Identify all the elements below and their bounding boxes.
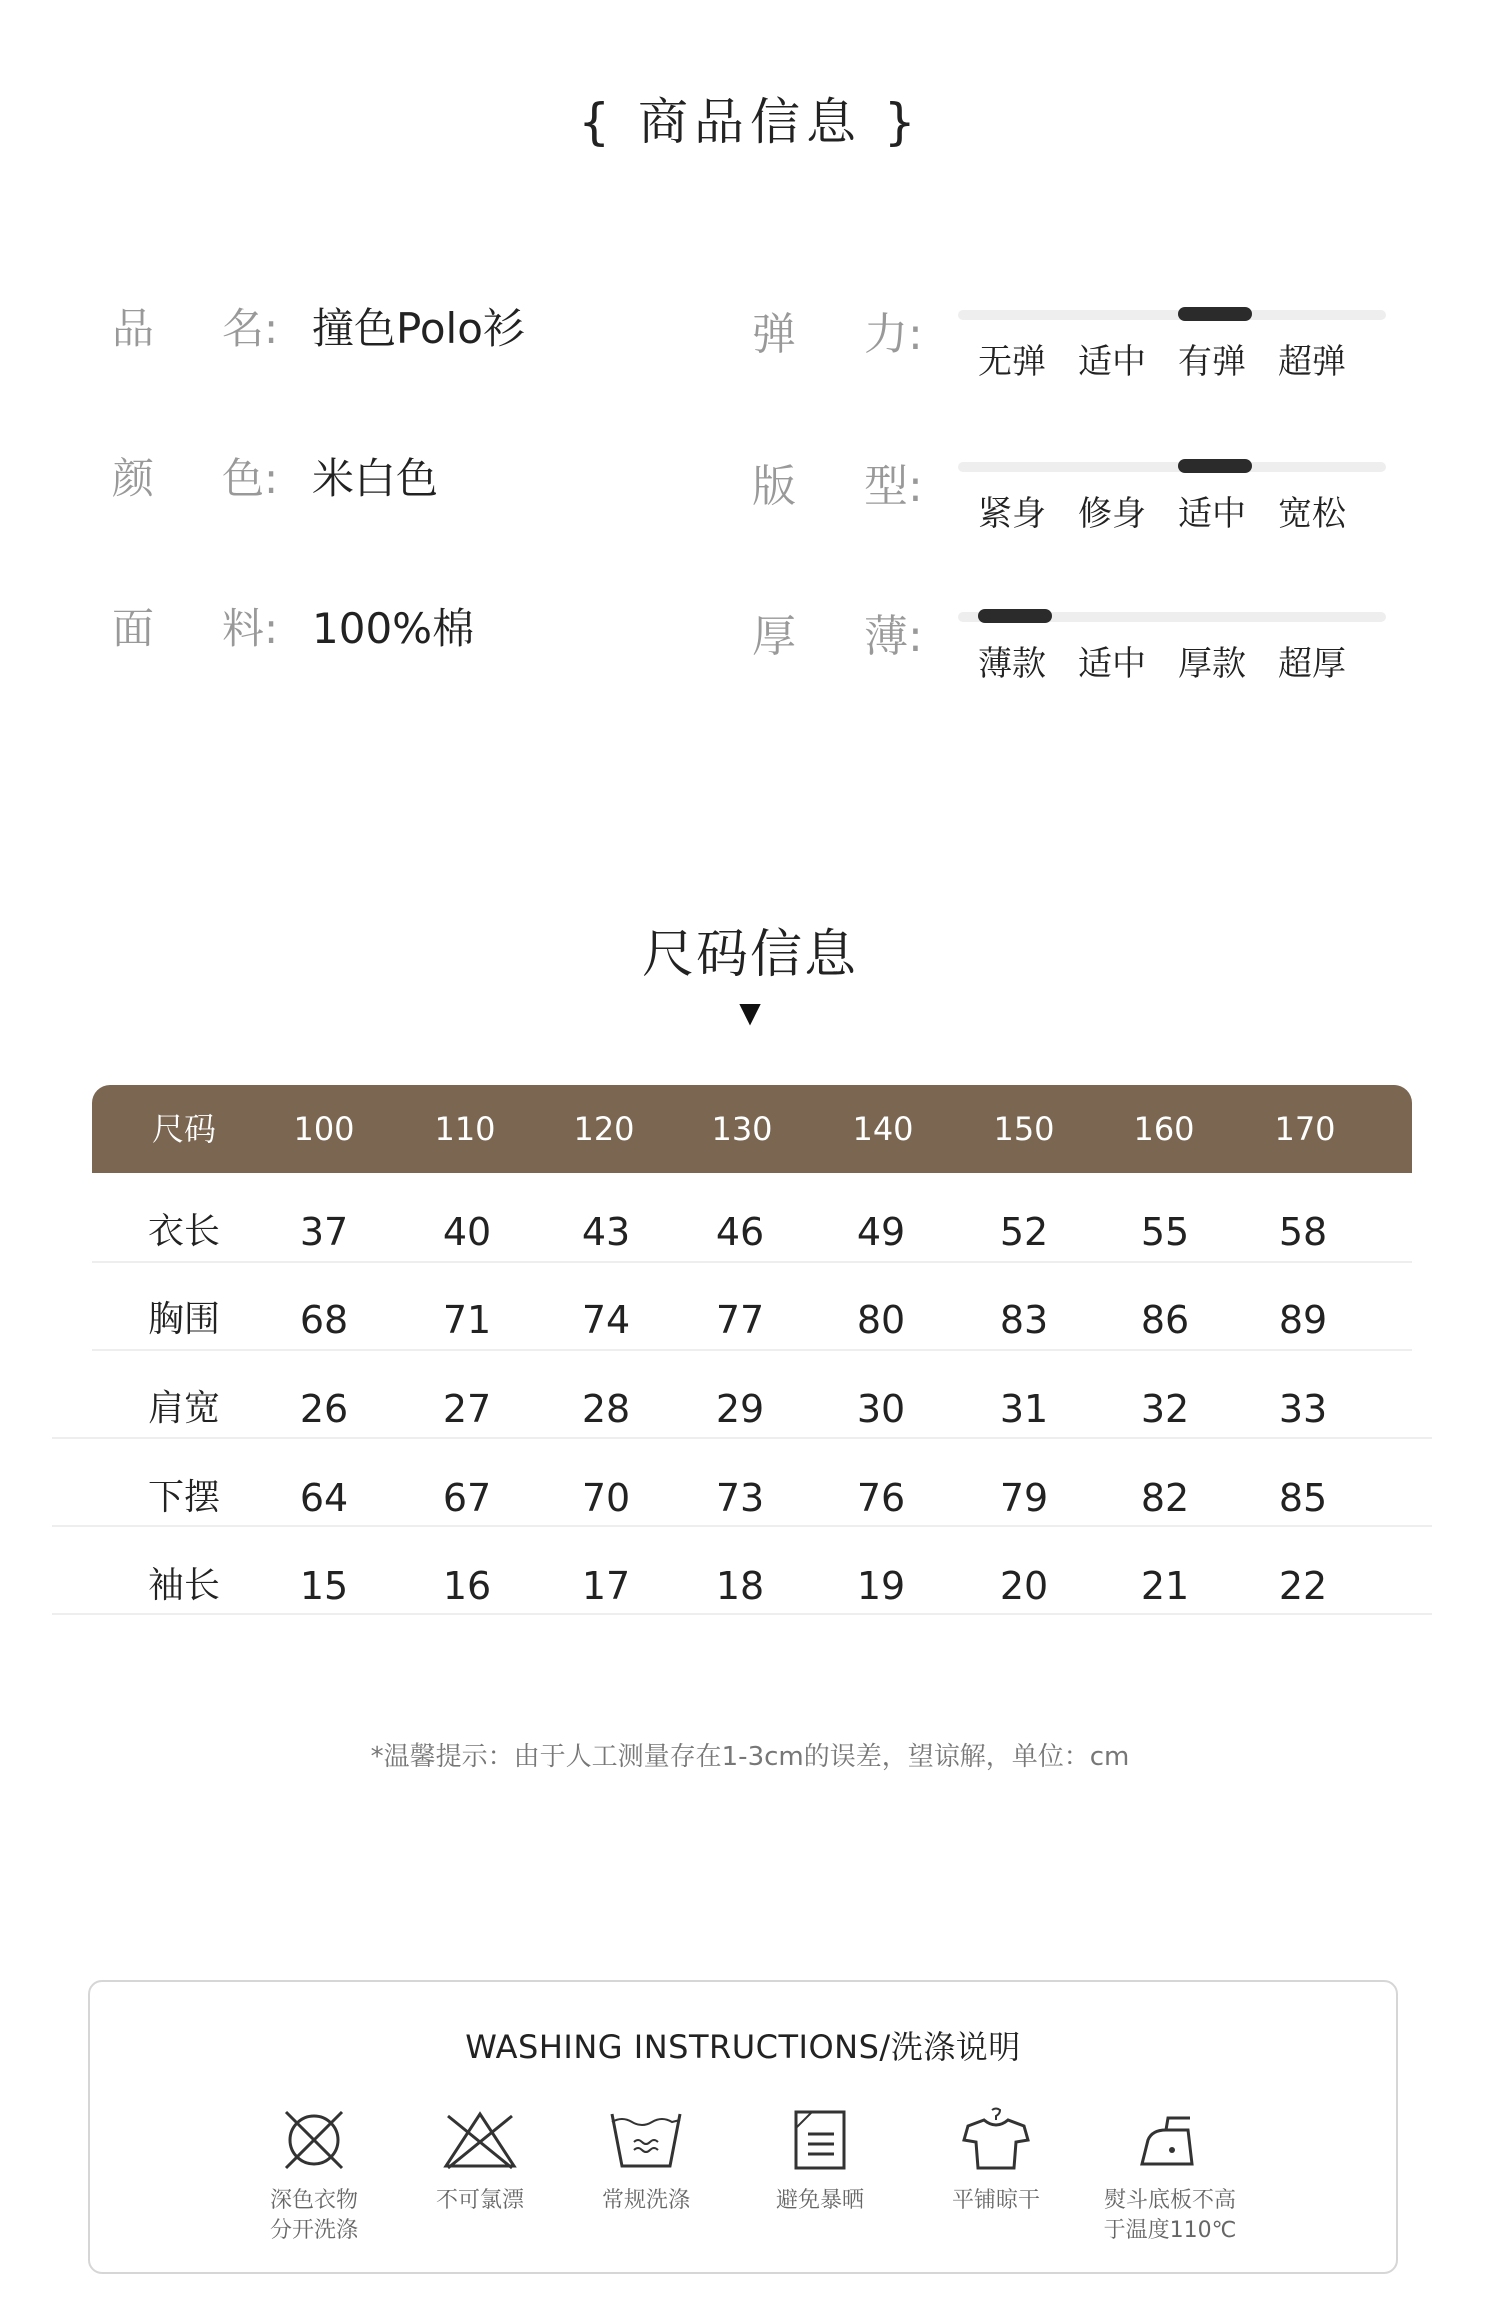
wash-label: 熨斗底板不高 于温度110℃ <box>1103 2188 1237 2243</box>
row-divider <box>52 1613 1432 1615</box>
table-cell: 82 <box>1140 1476 1190 1520</box>
table-cell: 16 <box>442 1564 492 1608</box>
row-label: 衣长 <box>147 1211 220 1252</box>
table-cell: 17 <box>581 1564 631 1608</box>
product-info-title: { 商品信息 } <box>578 93 922 151</box>
wash-item <box>926 2106 1066 2216</box>
rating-label-char: 厚 <box>752 611 796 662</box>
rating-option: 紧身 <box>978 494 1046 534</box>
table-cell: 85 <box>1278 1476 1328 1520</box>
row-label: 肩宽 <box>147 1388 220 1429</box>
row-divider <box>52 1525 1432 1527</box>
row-divider <box>52 1437 1432 1439</box>
rating-knob <box>978 609 1052 623</box>
rating-knob <box>1178 459 1252 473</box>
product-color-field <box>112 446 438 506</box>
table-cell: 43 <box>581 1210 631 1254</box>
table-cell: 89 <box>1278 1298 1328 1342</box>
table-cell: 27 <box>442 1387 492 1431</box>
rating-label-char: 型: <box>864 461 923 512</box>
rating-option: 适中 <box>1178 494 1246 534</box>
wash-item <box>244 2106 384 2246</box>
product-color-value: 米白色 <box>312 454 439 503</box>
rating-label-char: 力: <box>864 309 923 360</box>
header-cell: 130 <box>711 1110 773 1148</box>
table-cell: 77 <box>715 1298 765 1342</box>
rating-option: 厚款 <box>1178 644 1246 684</box>
product-material-value: 100%棉 <box>312 604 475 653</box>
table-cell: 28 <box>581 1387 631 1431</box>
table-cell: 19 <box>856 1564 906 1608</box>
table-cell: 67 <box>442 1476 492 1520</box>
header-cell: 110 <box>434 1110 496 1148</box>
table-cell: 21 <box>1140 1564 1190 1608</box>
field-label-char: 颜 <box>112 454 155 503</box>
field-label-char: 面 <box>112 604 155 653</box>
rating-track <box>958 462 1386 472</box>
wash-item <box>1100 2106 1240 2246</box>
table-cell: 80 <box>856 1298 906 1342</box>
field-label-char: 名: <box>222 304 279 353</box>
table-cell: 74 <box>581 1298 631 1342</box>
table-cell: 29 <box>715 1387 765 1431</box>
table-cell: 32 <box>1140 1387 1190 1431</box>
size-table-header <box>92 1085 1412 1173</box>
table-cell: 37 <box>299 1210 349 1254</box>
table-cell: 22 <box>1278 1564 1328 1608</box>
table-cell: 83 <box>999 1298 1049 1342</box>
size-info-title: 尺码信息 <box>641 925 858 985</box>
table-cell: 18 <box>715 1564 765 1608</box>
table-cell: 52 <box>999 1210 1049 1254</box>
table-cell: 68 <box>299 1298 349 1342</box>
wash-item <box>576 2106 716 2216</box>
table-cell: 55 <box>1140 1210 1190 1254</box>
table-cell: 20 <box>999 1564 1049 1608</box>
rating-option: 有弹 <box>1178 342 1246 382</box>
table-cell: 26 <box>299 1387 349 1431</box>
header-cell: 160 <box>1133 1110 1195 1148</box>
table-cell: 46 <box>715 1210 765 1254</box>
rating-option: 适中 <box>1078 342 1146 382</box>
table-cell: 70 <box>581 1476 631 1520</box>
table-cell: 76 <box>856 1476 906 1520</box>
rating-track <box>958 612 1386 622</box>
wash-label: 平铺晾干 <box>951 2188 1040 2213</box>
product-name-field <box>112 296 525 356</box>
product-name-value: 撞色Polo衫 <box>312 304 525 353</box>
table-cell: 40 <box>442 1210 492 1254</box>
table-cell: 73 <box>715 1476 765 1520</box>
wash-label: 避免暴晒 <box>775 2188 864 2213</box>
rating-option: 无弹 <box>978 342 1046 382</box>
table-cell: 31 <box>999 1387 1049 1431</box>
header-cell: 150 <box>993 1110 1055 1148</box>
rating-option: 适中 <box>1078 644 1146 684</box>
rating-label-char: 薄: <box>864 611 923 662</box>
row-label: 袖长 <box>147 1565 220 1606</box>
wash-item <box>410 2106 550 2216</box>
table-cell: 71 <box>442 1298 492 1342</box>
wash-label: 深色衣物 分开洗涤 <box>269 2188 358 2243</box>
flat-dry-icon <box>958 2106 1034 2174</box>
rating-label-char: 版 <box>752 461 796 512</box>
rating-track <box>958 310 1386 320</box>
table-cell: 64 <box>299 1476 349 1520</box>
washing-instructions-panel <box>88 1980 1398 2274</box>
field-label-char: 色: <box>222 454 279 503</box>
wash-label: 不可氯漂 <box>435 2188 524 2213</box>
row-divider <box>92 1261 1412 1263</box>
no-sun-dry-icon <box>782 2106 858 2174</box>
rating-option: 超弹 <box>1278 342 1346 382</box>
product-material-field <box>112 596 474 656</box>
field-label-char: 品 <box>112 304 155 353</box>
rating-option: 修身 <box>1078 494 1146 534</box>
table-row <box>92 1184 1412 1272</box>
rating-label-char: 弹 <box>752 309 796 360</box>
header-cell: 100 <box>293 1110 355 1148</box>
header-cell: 140 <box>852 1110 914 1148</box>
table-cell: 58 <box>1278 1210 1328 1254</box>
rating-option: 薄款 <box>978 644 1046 684</box>
washing-title: WASHING INSTRUCTIONS/洗涤说明 <box>465 2028 1021 2066</box>
table-cell: 15 <box>299 1564 349 1608</box>
field-label-char: 料: <box>222 604 279 653</box>
table-cell: 49 <box>856 1210 906 1254</box>
no-tumble-dry-icon <box>276 2106 352 2174</box>
table-row <box>52 1361 1432 1449</box>
table-row <box>92 1272 1412 1360</box>
table-cell: 79 <box>999 1476 1049 1520</box>
wash-label: 常规洗涤 <box>601 2188 690 2213</box>
header-cell: 尺码 <box>151 1110 216 1148</box>
down-arrow-icon: ▼ <box>739 996 761 1029</box>
iron-icon <box>1132 2106 1208 2174</box>
rating-option: 宽松 <box>1278 494 1346 534</box>
measurement-note: *温馨提示：由于人工测量存在1-3cm的误差，望谅解，单位：cm <box>370 1742 1130 1772</box>
rating-option: 超厚 <box>1278 644 1346 684</box>
row-divider <box>92 1349 1412 1351</box>
row-label: 胸围 <box>147 1299 220 1340</box>
table-cell: 30 <box>856 1387 906 1431</box>
row-label: 下摆 <box>147 1477 220 1518</box>
header-cell: 170 <box>1274 1110 1336 1148</box>
no-bleach-icon <box>442 2106 518 2174</box>
wash-item <box>750 2106 890 2216</box>
wash-basin-icon <box>608 2106 684 2174</box>
header-cell: 120 <box>573 1110 635 1148</box>
table-cell: 86 <box>1140 1298 1190 1342</box>
rating-knob <box>1178 307 1252 321</box>
table-cell: 33 <box>1278 1387 1328 1431</box>
